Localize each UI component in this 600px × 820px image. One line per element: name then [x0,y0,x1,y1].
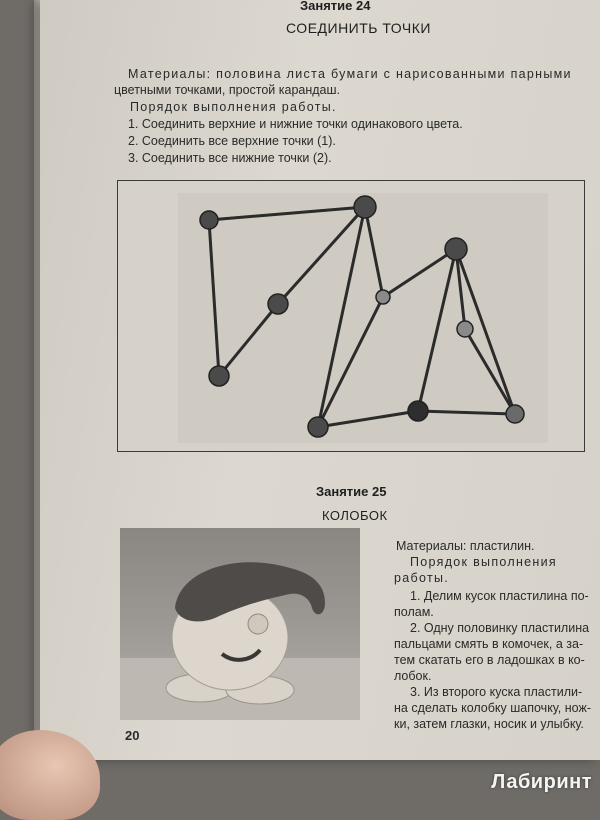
lesson-25-line-6: лобок. [394,669,432,683]
lesson-24-materials-line1: Материалы: половина листа бумаги с нарисованными парными [128,67,572,81]
lesson-25-line-8: на сделать колобку шапочку, нож- [394,701,591,715]
watermark: Лабиринт [491,771,592,793]
lesson-25-line-4: пальцами смять в комочек, а за- [394,637,584,651]
lesson-25-line-5: тем скатать его в ладошках в ко- [394,653,585,667]
lesson-24-header: Занятие 24 [300,0,371,13]
dot-1 [200,211,218,229]
lesson-24-step-3: 3. Соединить все нижние точки (2). [128,151,332,165]
lesson-25-header: Занятие 25 [316,484,387,499]
lesson-24-step-2: 2. Соединить все верхние точки (1). [128,134,336,148]
connect-dots-figure [117,180,585,452]
dot-5 [376,290,390,304]
dot-2 [354,196,376,218]
lesson-24-step-1: 1. Соединить верхние и нижние точки одинакового цвета. [128,117,463,131]
dot-4 [268,294,288,314]
lesson-24-materials-line2: цветными точками, простой карандаш. [114,83,341,97]
kolobok-illustration [120,528,360,720]
lesson-25-line-9: ки, затем глазки, носик и улыбку. [394,717,584,731]
lesson-25-line-2: полам. [394,605,434,619]
lesson-25-materials: Материалы: пластилин. [396,539,535,553]
dot-7 [209,366,229,386]
dot-8 [308,417,328,437]
lesson-24-order-heading: Порядок выполнения работы. [130,100,337,114]
kolobok-photo [120,528,360,720]
dot-3 [445,238,467,260]
lesson-25-order-heading-1: Порядок выполнения [410,555,557,569]
dots-drawing [118,181,584,451]
lesson-25-title: КОЛОБОК [322,508,388,523]
kolobok-nose [248,614,268,634]
dot-6 [457,321,473,337]
lesson-25-line-3: 2. Одну половинку пластилина [410,621,590,635]
dot-9 [408,401,428,421]
dot-10 [506,405,524,423]
lesson-25-order-heading-2: работы. [394,571,450,585]
lesson-25-line-1: 1. Делим кусок пластилина по- [410,589,589,603]
faint-background-image [178,193,548,443]
lesson-25-line-7: 3. Из второго куска пластили- [410,685,583,699]
page-number: 20 [125,728,140,743]
lesson-24-title: СОЕДИНИТЬ ТОЧКИ [286,20,431,36]
